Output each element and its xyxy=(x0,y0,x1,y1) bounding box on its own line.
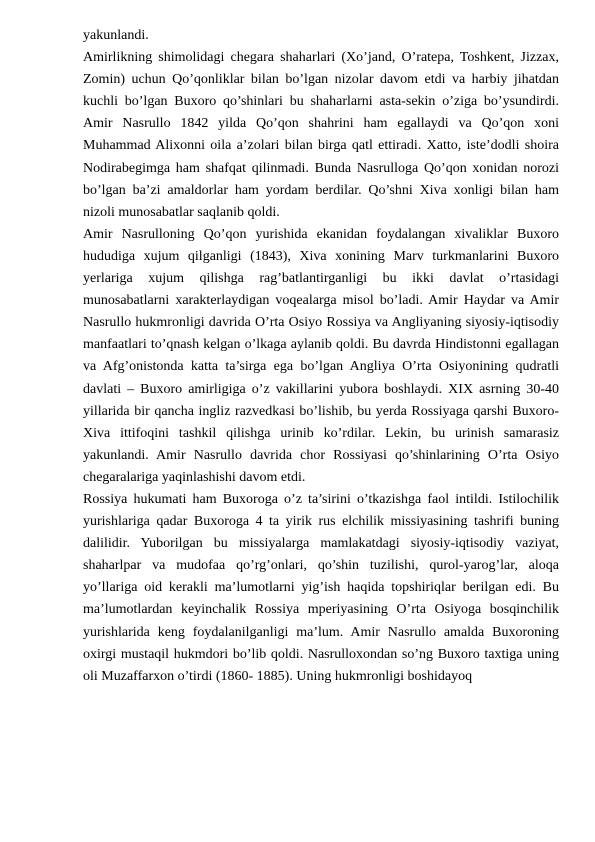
paragraph-russian-missions: Rossiya hukumati ham Buxoroga o’z ta’sirini o’tkazishga faol intildi. Istilochilik yurishlariga qadar Buxoroga 4 ta yirik rus elchilik missiyasining tashrifi buning dalilidir. Yuborilgan bu missiyalarga mamlakatdagi siyosiy-iqtisodiy vaziyat, shaharlpar va mudofaa qo’rg’onlari, qo’shin tuzilishi, qurol-yarog’lar, aloqa yo’llariga oid kerakli ma’lumotlarni yig’ish haqida topshiriqlar berilgan edi. Bu ma’lumotlardan keyinchalik Rossiya mperiyasining O’rta Osiyoga bosqinchilik yurishlarida keng foydalanilganligi ma’lum. Amir Nasrullo amalda Buxoroning oxirgi mustaqil hukmdori bo’lib qoldi. Nasrulloxondan so’ng Buxoro taxtiga uning oli Muzaffarxon o’tirdi (1860- 1885). Uning hukmronligi boshidayoq xyxy=(83,491,559,684)
document-text-body xyxy=(83,25,559,688)
paragraph-continuation: yakunlandi. xyxy=(83,28,149,43)
paragraph-khiva-relations: Amir Nasrulloning Qo’qon yurishida ekanidan foydalangan xivaliklar Buxoro hududiga xujum qilganligi (1843), Xiva xonining Marv turkmanlarini Buxoro yerlariga xujum qilishga rag’batlantirganligi bu ikki davlat o’rtasidagi munosabatlarni xarakterlaydigan voqealarga misol bo’ladi. Amir Haydar va Amir Nasrullo hukmronligi davrida O’rta Osiyo Rossiya va Angliyaning siyosiy-iqtisodiy manfaatlari to’qnash kelgan o’lkaga aylanib qoldi. Bu davrda Hindistonni egallagan va Afg’onistonda katta ta’sirga ega bo’lgan Angliya O’rta Osiyonining qudratli davlati – Buxoro amirligiga o’z vakillarini yubora boshlaydi. XIX asrning 30-40 yillarida bir qancha ingliz razvedkasi bo’lishib, bu yerda Rossiyaga qarshi Buxoro-Xiva ittifoqini tashkil qilishga urinib ko’rdilar. Lekin, bu urinish samarasiz yakunlandi. Amir Nasrullo davrida chor Rossiyasi qo’shinlarining O’rta Osiyo chegaralariga yaqinlashishi davom etdi. xyxy=(83,226,559,485)
paragraph-border-cities: Amirlikning shimolidagi chegara shaharlari (Xo’jand, O’ratepa, Toshkent, Jizzax, Zomin) uchun Qo’qonliklar bilan bo’lgan nizolar davom etdi va harbiy jihatdan kuchli bo’lgan Buxoro qo’shinlari bu shaharlarni asta-sekin o’ziga bo’ysundirdi. Amir Nasrullo 1842 yilda Qo’qon shahrini ham egallaydi va Qo’qon xoni Muhammad Alixonni oila a’zolari bilan birga qatl ettiradi. Xatto, iste’dodli shoira Nodirabegimga ham shafqat qilinmadi. Bunda Nasrulloga Qo’qon xonidan norozi bo’lgan ba’zi amaldorlar ham yordam berdilar. Qo’shni Xiva xonligi bilan ham nizoli munosabatlar saqlanib qoldi. xyxy=(83,50,559,220)
